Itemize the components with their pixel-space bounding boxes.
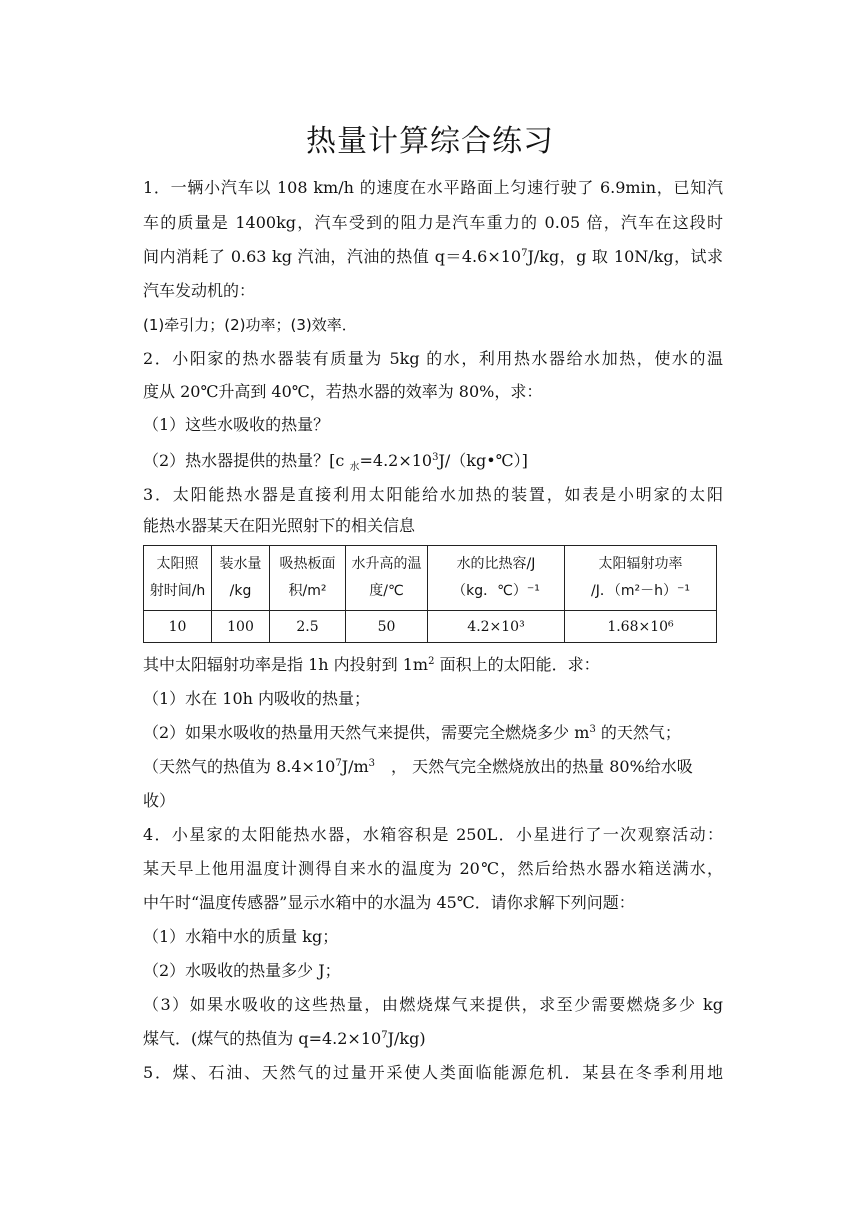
table-header-cell: 太阳照 射时间/h — [144, 546, 212, 611]
q4-line-4: （1）水箱中水的质量 kg； — [143, 927, 339, 946]
table-header-cell: 吸热板面 积/m² — [270, 546, 346, 611]
q1-line-2: 车的质量是 1400kg，汽车受到的阻力是汽车重力的 0.05 倍，汽车在这段时 — [143, 213, 723, 232]
q3-line-7: 收） — [143, 791, 176, 810]
q3-line-4: （1）水在 10h 内吸收的热量； — [143, 689, 371, 708]
table-cell: 10 — [144, 611, 212, 643]
q2-line-4: （2）热水器提供的热量？[c $_水=4.2\times 10^3J/(kg•℃)$] — [143, 451, 528, 473]
solar-heater-table — [143, 545, 717, 643]
q4-line-3: 中午时“温度传感器”显示水箱中的水温为 45℃．请你求解下列问题： — [143, 893, 635, 912]
table-cell: 50 — [346, 611, 428, 643]
q1-line-1: 1．一辆小汽车以 108 km/h 的速度在水平路面上匀速行驶了 6.9min，已知汽 — [143, 178, 723, 197]
table-cell: 2.5 — [270, 611, 346, 643]
q3-line-1: 3．太阳能热水器是直接利用太阳能给水加热的装置，如表是小明家的太阳 — [143, 485, 723, 504]
q1-line-3: 间内消耗了 0.63 kg 汽油，汽油的热值 $q=4.6\times 10^7J/kg$，g 取 10N/kg，试求 — [143, 247, 723, 266]
q2-line-1: 2．小阳家的热水器装有质量为 5kg 的水，利用热水器给水加热，使水的温 — [143, 349, 723, 368]
table-header-cell: 水升高的温 度/℃ — [346, 546, 428, 611]
table-header-cell: 太阳辐射功率 /J．（m²－h）⁻¹ — [565, 546, 717, 611]
q4-line-7: 煤气．(煤气的热值为 $q=4.2\times 10^7J/kg$) — [143, 1029, 426, 1048]
q2-line-3: （1）这些水吸收的热量？ — [143, 415, 330, 434]
q4-line-6: （3）如果水吸收的这些热量，由燃烧煤气来提供，求至少需要燃烧多少 kg — [143, 995, 723, 1014]
q1-line-5: (1)牵引力；(2)功率；(3)效率． — [143, 316, 357, 334]
q2-line-2: 度从 20℃升高到 40℃，若热水器的效率为 80%，求： — [143, 382, 543, 401]
page-title: 热量计算综合练习 — [306, 124, 554, 159]
table-cell: 1.68×10⁶ — [565, 611, 717, 643]
table-header-cell: 水的比热容/J （kg．℃）⁻¹ — [428, 546, 565, 611]
table-cell: 4.2×10³ — [428, 611, 565, 643]
table-header-cell: 装水量 /kg — [212, 546, 270, 611]
q4-line-1: 4．小星家的太阳能热水器，水箱容积是 250L．小星进行了一次观察活动： — [143, 825, 723, 844]
q3-line-6: （天然气的热值为 $8.4\times 10^7J/m^3$ ， 天然气完全燃烧放出的热量 80%给水吸 — [143, 757, 693, 776]
q1-line-4: 汽车发动机的： — [143, 281, 256, 300]
q3-line-3: 其中太阳辐射功率是指 1h 内投射到 $1m^2$ 面积上的太阳能．求： — [143, 655, 600, 674]
q5-line-1: 5．煤、石油、天然气的过量开采使人类面临能源危机．某县在冬季利用地 — [143, 1063, 723, 1082]
q4-line-5: （2）水吸收的热量多少 J； — [143, 961, 341, 980]
table-cell: 100 — [212, 611, 270, 643]
q4-line-2: 某天早上他用温度计测得自来水的温度为 20℃，然后给热水器水箱送满水， — [143, 859, 723, 878]
table-header-row — [144, 546, 717, 611]
q3-line-2: 能热水器某天在阳光照射下的相关信息 — [143, 516, 416, 535]
table-row — [144, 611, 717, 643]
q3-line-5: （2）如果水吸收的热量用天然气来提供，需要完全燃烧多少 $m^3$ 的天然气； — [143, 723, 681, 742]
